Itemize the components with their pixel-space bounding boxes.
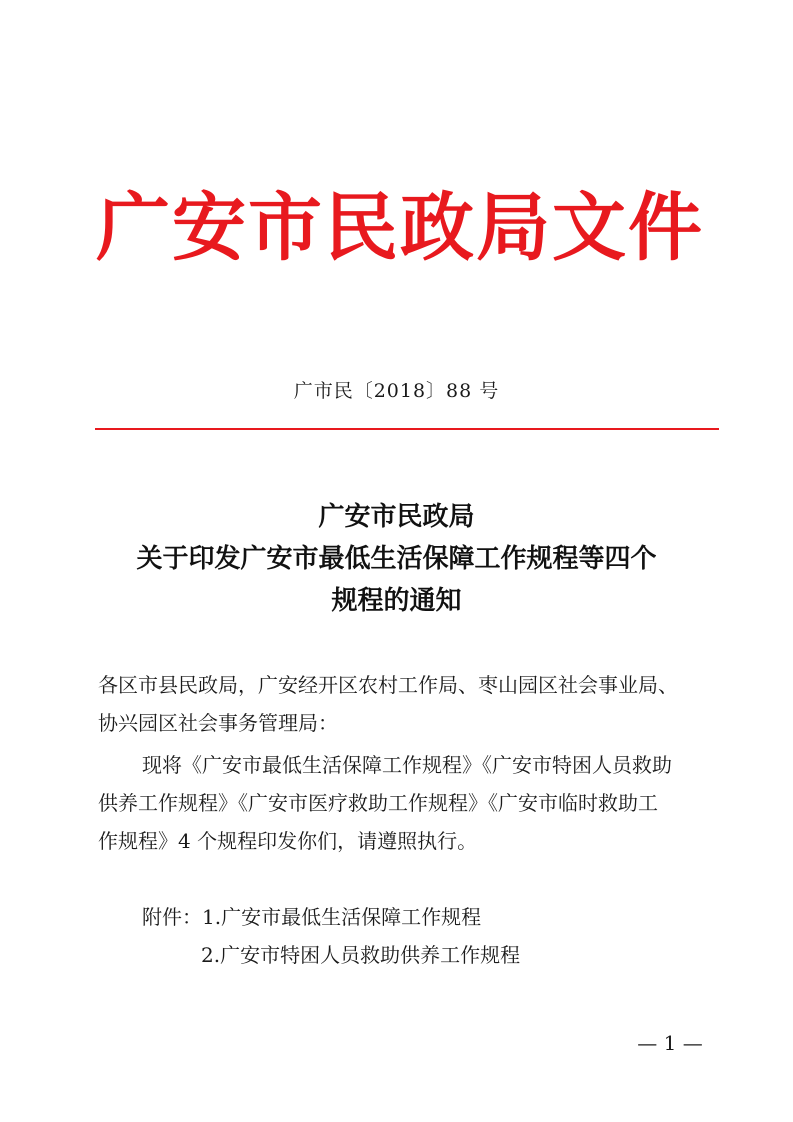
document-title [0, 496, 793, 622]
title-line-subject: 关于印发广安市最低生活保障工作规程等四个 [136, 544, 657, 574]
addressee-line: 各区市县民政局，广安经开区农村工作局、枣山园区社会事业局、 [98, 673, 678, 697]
document-number: 广市民〔2018〕88 号 [293, 380, 500, 402]
addressee-line: 协兴园区社会事务管理局： [98, 711, 338, 735]
page-number: — 1 — [637, 1031, 703, 1055]
body-paragraph-line: 作规程》4 个规程印发你们，请遵照执行。 [98, 829, 478, 853]
body-paragraph-line: 供养工作规程》《广安市医疗救助工作规程》《广安市临时救助工 [98, 791, 658, 815]
red-divider-line [95, 428, 719, 430]
document-masthead: 广安市民政局文件 [96, 185, 704, 271]
body-paragraph-line: 现将《广安市最低生活保障工作规程》《广安市特困人员救助 [142, 753, 672, 777]
title-line-issuer: 广安市民政局 [318, 502, 475, 532]
attachment-item: 2.广安市特困人员救助供养工作规程 [201, 943, 521, 967]
title-line-subject-end: 规程的通知 [331, 586, 462, 616]
attachment-item: 附件：1.广安市最低生活保障工作规程 [142, 905, 482, 929]
